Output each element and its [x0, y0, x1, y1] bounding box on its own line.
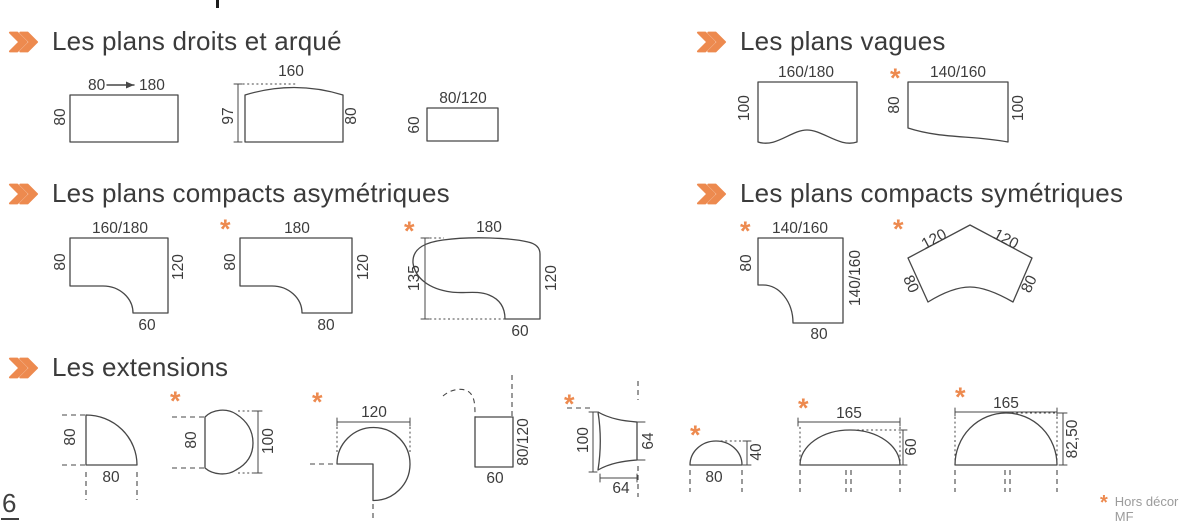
plan-arque-outline: [245, 88, 343, 143]
dim-bottom: 80: [317, 317, 335, 334]
diagram-plan-arque: [220, 63, 360, 142]
extension-half-ellipse-60: [798, 393, 920, 492]
dshape-outline: [205, 410, 253, 474]
asterisk-icon: *: [798, 393, 809, 423]
dim-right: 140/160: [847, 249, 864, 307]
dim-left: 135: [406, 265, 423, 291]
dim-top: 165: [836, 405, 862, 422]
dim-top: 120: [361, 404, 387, 421]
dim-top: 140/160: [771, 220, 829, 237]
asterisk-icon: *: [170, 386, 181, 416]
compact-sym1-outline: [758, 238, 843, 323]
extension-quarter-round: [62, 415, 137, 500]
dim-right: 120: [355, 254, 372, 280]
dim-left: 97: [220, 107, 237, 125]
asterisk-icon: *: [312, 387, 323, 417]
compact-asym1-outline: [70, 238, 168, 313]
guide-curve: [443, 389, 475, 417]
dim-right: 100: [1010, 95, 1027, 121]
dim-top: 180: [284, 220, 310, 237]
asterisk-icon: *: [893, 214, 904, 244]
extension-dome: [690, 420, 765, 492]
diagram-plan-retour: [406, 90, 498, 141]
dim-right: 80/120: [515, 418, 532, 466]
dim-left: 80: [62, 428, 79, 446]
dim-left: 80: [183, 431, 200, 449]
section-title: Les extensions: [52, 352, 229, 382]
asterisk-icon: *: [1100, 492, 1108, 514]
dim-right: 80: [343, 107, 360, 125]
asterisk-icon: *: [220, 214, 231, 244]
extension-trumpet: [564, 381, 657, 497]
dim-left: 80: [738, 254, 755, 272]
diagram-compact-asym-2: [220, 214, 372, 334]
dim-right: 120: [543, 265, 560, 291]
dim-left: 100: [575, 427, 592, 453]
dim-top: 160/180: [91, 220, 149, 237]
dim-left: 80: [52, 108, 69, 126]
half-ellipse-outline: [800, 430, 900, 465]
dim-top: 165: [993, 395, 1019, 412]
extension-pacman: [310, 387, 410, 518]
dim-top: 160/180: [777, 64, 835, 81]
dim-bottom: 80: [810, 326, 828, 343]
dim-top-left: 120: [918, 225, 950, 254]
dim-top: 140/160: [929, 64, 987, 81]
dim-bottom: 80: [102, 469, 120, 486]
section-title: Les plans vagues: [740, 26, 946, 56]
asterisk-icon: *: [890, 63, 901, 93]
dim-width-to: 180: [139, 77, 165, 94]
arrow-icon: [107, 82, 134, 89]
page-number: 6: [1, 490, 19, 520]
plan-vague1-outline: [758, 82, 857, 143]
asterisk-icon: *: [404, 216, 415, 246]
dim-left: 80: [52, 253, 69, 271]
dim-top: 80/120: [439, 90, 487, 107]
diagram-compact-asym-1: [52, 220, 187, 334]
dim-right: 100: [260, 428, 277, 454]
trumpet-outline: [598, 412, 637, 470]
dim-right: 120: [170, 254, 187, 280]
compact-kidney-outline: [413, 238, 540, 319]
diagram-plan-vague-2: [886, 63, 1027, 142]
dim-width-from: 80: [88, 77, 106, 94]
section-title: Les plans droits et arqué: [52, 26, 342, 56]
dim-side-left: 80: [899, 272, 922, 296]
dim-bottom: 80: [705, 469, 723, 486]
half-ellipse-outline: [955, 413, 1057, 465]
dim-bottom: 64: [612, 480, 630, 497]
quarter-outline: [86, 415, 137, 465]
extension-d-shape: [170, 386, 277, 474]
plan-retour-outline: [427, 108, 498, 141]
dim-left: 80: [222, 253, 239, 271]
dim-right: 40: [748, 443, 765, 461]
diagram-compact-asym-kidney: [404, 216, 560, 340]
diagram-plan-vague-1: [736, 64, 857, 143]
diagram-plan-droit: [52, 77, 178, 142]
dim-right: 82,50: [1064, 419, 1081, 459]
dim-left: 100: [736, 95, 753, 121]
dim-bottom: 60: [138, 317, 156, 334]
diagram-compact-sym-1: [738, 216, 864, 343]
footnote-text: Hors décor MF: [1114, 494, 1179, 524]
dim-top-right: 120: [990, 225, 1022, 254]
asterisk-icon: *: [955, 382, 966, 412]
asterisk-icon: *: [740, 216, 751, 246]
section-title: Les plans compacts symétriques: [740, 178, 1124, 208]
dim-bottom: 60: [486, 470, 504, 487]
dim-right: 64: [640, 432, 657, 450]
return-rect-outline: [475, 417, 513, 467]
dim-right: 60: [903, 438, 920, 456]
plan-vague2-outline: [908, 82, 1008, 142]
dim-top: 160: [278, 63, 304, 80]
dim-side-right: 80: [1018, 272, 1041, 296]
dim-left: 60: [406, 116, 423, 134]
pacman-outline: [337, 428, 410, 501]
extension-return-rect: [443, 375, 532, 487]
compact-asym2-outline: [240, 238, 352, 313]
asterisk-icon: *: [564, 389, 575, 419]
footnote: [1100, 494, 1200, 524]
diagram-compact-sym-boomerang: [893, 214, 1041, 302]
dim-top: 180: [476, 219, 502, 236]
section-title: Les plans compacts asymétriques: [52, 178, 450, 208]
plan-droit-outline: [70, 95, 178, 142]
dim-bottom: 60: [511, 323, 529, 340]
extension-half-ellipse-82: [955, 382, 1081, 492]
asterisk-icon: *: [690, 420, 701, 450]
dim-left: 80: [886, 96, 903, 114]
